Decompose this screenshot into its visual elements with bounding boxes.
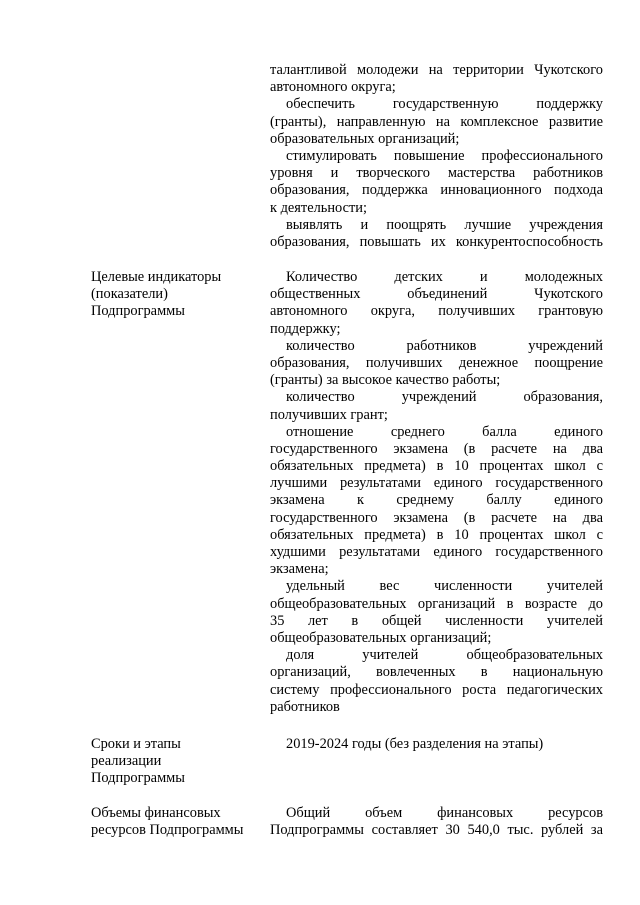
- text-line: количество учреждений образования,: [286, 389, 603, 406]
- text-line: отношение среднего балла единого: [286, 423, 603, 440]
- text-line: Подпрограммы составляет 30 540,0 тыс. рублей за: [270, 822, 603, 839]
- text-line: получивших грант;: [270, 406, 388, 423]
- text-line: Количество детских и молодежных: [286, 269, 603, 285]
- text-line: 2019-2024 годы (без разделения на этапы): [286, 736, 544, 752]
- text-line: лучшими результатами единого государственного: [270, 475, 603, 492]
- text-line: общественных объединений Чукотского: [270, 286, 603, 303]
- text-line: образования, поддержка инновационного подхода: [270, 182, 603, 199]
- finance-label: [91, 805, 261, 839]
- continuation-text: [270, 62, 603, 251]
- text-line: (гранты) за высокое качество работы;: [270, 372, 501, 389]
- text-line: общеобразовательных организаций в возрасте до: [270, 595, 603, 612]
- text-line: к деятельности;: [270, 199, 367, 216]
- text-line: Сроки и этапы: [91, 736, 181, 752]
- timing-text: [270, 736, 603, 753]
- text-line: реализации: [91, 753, 162, 770]
- text-line: обязательных предмета) в 10 процентах школ с: [270, 526, 603, 543]
- text-line: удельный вес численности учителей: [286, 578, 603, 595]
- text-line: стимулировать повышение профессионального: [286, 147, 603, 164]
- text-line: Подпрограммы: [91, 770, 185, 787]
- text-line: талантливой молодежи на территории Чукотского: [270, 62, 603, 78]
- text-line: образования, повышать их конкурентоспособность: [270, 233, 603, 250]
- text-line: общеобразовательных организаций;: [270, 629, 492, 646]
- text-line: автономного округа, получивших грантовую: [270, 303, 603, 320]
- text-line: Целевые индикаторы: [91, 269, 222, 285]
- finance-text: [270, 805, 603, 839]
- text-line: обязательных предмета) в 10 процентах школ с: [270, 458, 603, 475]
- text-line: Объемы финансовых: [91, 805, 221, 821]
- text-line: организаций, вовлеченных в национальную: [270, 664, 603, 681]
- text-line: (показатели): [91, 286, 168, 303]
- text-line: государственного экзамена (в расчете на два: [270, 440, 603, 457]
- text-line: работников: [270, 698, 340, 715]
- text-line: экзамена к среднему баллу единого: [270, 492, 603, 509]
- text-line: Подпрограммы: [91, 303, 185, 320]
- text-line: худшими результатами единого государственного: [270, 544, 603, 560]
- text-line: (гранты), направленную на комплексное развитие: [270, 113, 603, 130]
- text-line: поддержку;: [270, 320, 341, 337]
- text-line: государственного экзамена (в расчете на два: [270, 509, 603, 526]
- indicators-label: [91, 269, 261, 321]
- indicators-text: [270, 269, 603, 716]
- text-line: выявлять и поощрять лучшие учреждения: [286, 216, 603, 233]
- text-line: образовательных организаций;: [270, 130, 460, 147]
- text-line: автономного округа;: [270, 79, 396, 96]
- text-line: доля учителей общеобразовательных: [286, 647, 603, 664]
- text-line: систему профессионального роста педагогических: [270, 681, 603, 698]
- timing-label: [91, 736, 261, 788]
- text-line: ресурсов Подпрограммы: [91, 822, 244, 839]
- text-line: обеспечить государственную поддержку: [286, 96, 603, 113]
- text-line: уровня и творческого мастерства работников: [270, 165, 603, 182]
- text-line: Общий объем финансовых ресурсов: [286, 805, 603, 821]
- text-line: 35 лет в общей численности учителей: [270, 612, 603, 629]
- text-line: образования, получивших денежное поощрение: [270, 354, 603, 371]
- text-line: количество работников учреждений: [286, 337, 603, 354]
- text-line: экзамена;: [270, 561, 329, 578]
